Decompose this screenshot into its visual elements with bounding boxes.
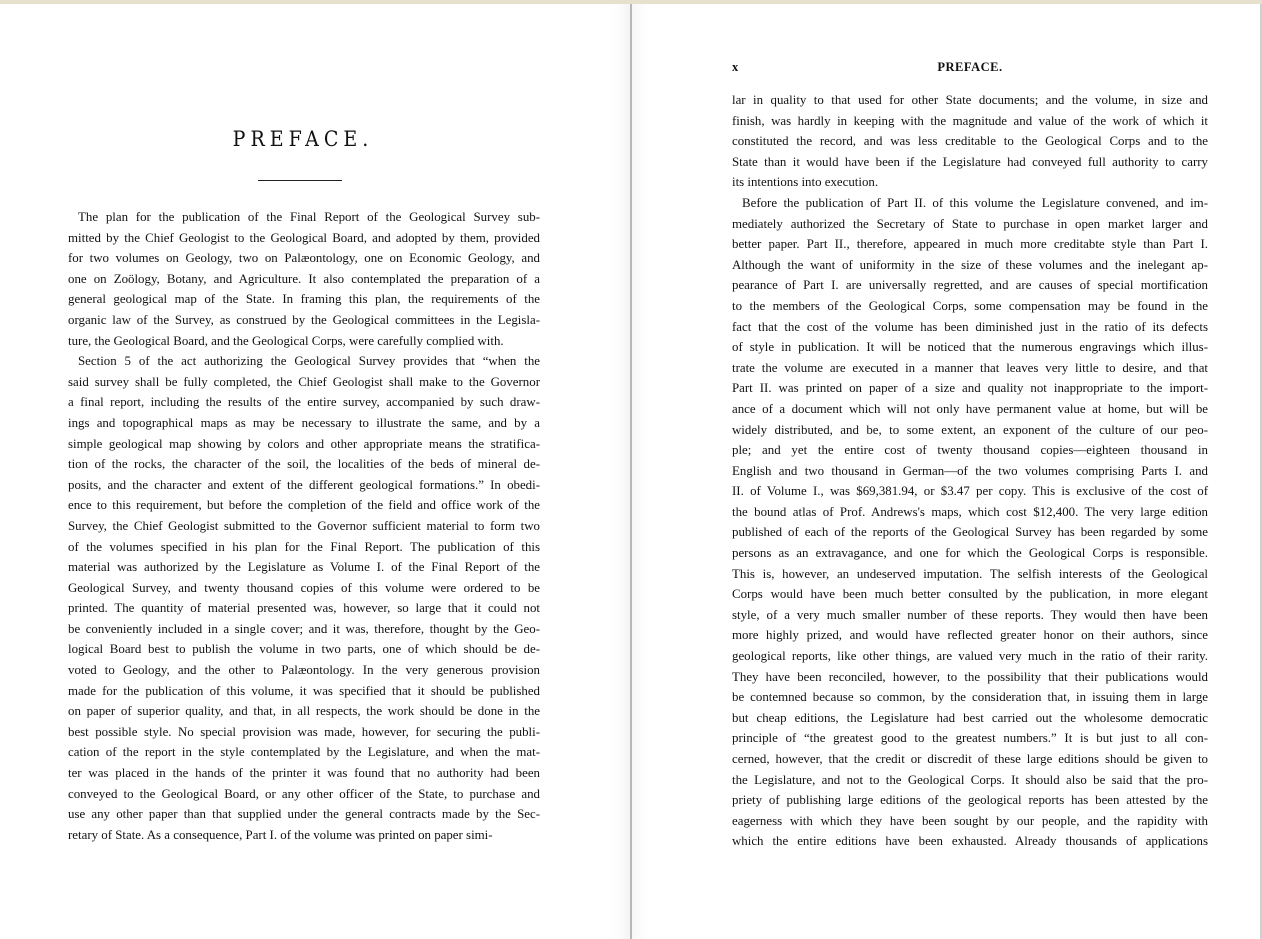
text-line: principle of “the greatest good to the greatest numbers.” It is but just to all con-	[732, 731, 1208, 746]
text-line: Section 5 of the act authorizing the Geological Survey provides that “when the	[78, 354, 540, 369]
text-line: pearance of Part I. are universally regretted, and are causes of special mortification	[732, 278, 1208, 293]
text-line: Corps would have been much better consulted by the publication, in more elegant	[732, 587, 1208, 602]
text-line: ings and topographical maps as may be necessary to illustrate the same, and by a	[68, 415, 540, 430]
text-line: Geological Survey, and twenty thousand copies of this volume were ordered to be	[68, 580, 540, 595]
text-line: priety of publishing large editions of the geological reports has been attested by the	[732, 793, 1208, 808]
title-rule	[258, 180, 342, 181]
text-line: This is, however, an undeserved imputation. The selfish interests of the Geological	[732, 566, 1208, 581]
text-line: simple geological map showing by colors and other appropriate means the stratifica-	[68, 436, 540, 451]
text-line: be conveniently included in a single cover; and it was, therefore, thought by the Geo-	[68, 621, 540, 636]
text-line: more highly prized, and would have reflected greater honor on their authors, since	[732, 628, 1208, 643]
text-line: Survey, the Chief Geologist submitted to the Governor sufficient material to form two	[68, 518, 540, 533]
text-line: cerned, however, that the credit or discredit of these large editions should be given to	[732, 752, 1208, 766]
text-line: ance of a document which will not only have permanent value at home, but will be	[732, 401, 1208, 416]
text-line: They have been reconciled, however, to the possibility that their publications would	[732, 669, 1208, 684]
text-line: ter was placed in the hands of the printer it was found that no authority had been	[68, 766, 540, 781]
text-line: of style in publication. It will be noticed that the numerous engravings which illus-	[732, 340, 1208, 355]
text-line: of the volumes specified in his plan for the Final Report. The publication of this	[68, 539, 540, 554]
text-line: The plan for the publication of the Final Report of the Geological Survey sub-	[78, 210, 540, 224]
text-line: said survey shall be fully completed, the Chief Geologist shall make to the Governor	[68, 374, 540, 389]
text-line: eagerness with which they have been sought by our people, and the rapidity with	[732, 813, 1208, 828]
text-line: be contemned because so common, by the consideration that, in issuing them in large	[732, 690, 1208, 705]
text-line: lar in quality to that used for other State documents; and the volume, in size and	[732, 93, 1208, 107]
running-head-title: PREFACE.	[937, 60, 1003, 74]
text-line: general geological map of the State. In framing this plan, the requirements of the	[68, 292, 540, 307]
text-line: but cheap editions, the Legislature had best carried out the wholesome democratic	[732, 710, 1208, 725]
text-line: persons as an extravagance, and one for which the Geological Corps is responsible.	[732, 546, 1208, 561]
text-line: geological reports, like other things, are valued very much in the ratio of their rarity.	[732, 649, 1208, 664]
text-line: fact that the cost of the volume has been diminished just in the ratio of its defects	[732, 319, 1208, 334]
page-number: x	[732, 60, 739, 74]
text-line: widely distributed, and be, to some extent, an exponent of the culture of our peo-	[732, 422, 1208, 437]
text-line: constituted the record, and was less creditable to the Geological Corps and to the	[732, 134, 1208, 149]
left-page-body	[68, 207, 540, 845]
text-line: the Legislature, and not to the Geological Corps. It should also be said that the pro-	[732, 772, 1208, 787]
page-title: PREFACE.	[232, 126, 374, 152]
text-line: mitted by the Chief Geologist to the Geological Board, and adopted by them, provided	[68, 230, 540, 245]
text-line: ture, the Geological Board, and the Geological Corps, were carefully complied with.	[68, 333, 504, 348]
text-line: voted to Geology, and the other to Palæontology. In the very generous provision	[68, 663, 540, 678]
text-line: retary of State. As a consequence, Part I. of the volume was printed on paper simi-	[68, 827, 493, 842]
text-line: its intentions into execution.	[732, 175, 879, 190]
text-line: one on Zoölogy, Botany, and Agriculture. It also contemplated the preparation of a	[68, 271, 540, 286]
text-line: tion of the rocks, the character of the soil, the localities of the beds of mineral de-	[68, 457, 540, 472]
text-line: State than it would have been if the Legislature had conveyed full authority to carry	[732, 154, 1208, 169]
text-line: for two volumes on Geology, two on Palæontology, one on Economic Geology, and	[68, 251, 540, 266]
text-line: Before the publication of Part II. of this volume the Legislature convened, and im-	[742, 195, 1208, 210]
text-line: logical Board best to publish the volume in two parts, one of which should be de-	[68, 642, 540, 657]
text-line: use any other paper than that supplied under the general contracts made by the Sec-	[68, 807, 540, 822]
text-line: ence to this requirement, but before the completion of the field and office work of the	[68, 498, 540, 513]
text-line: mediately authorized the Secretary of State to purchase in open market larger and	[732, 216, 1208, 231]
text-line: Although the want of uniformity in the size of these volumes and the inelegant ap-	[732, 257, 1208, 272]
text-line: which the entire editions have been exhausted. Already thousands of applications	[732, 834, 1208, 849]
text-line: on paper of superior quality, and that, in all respects, the work should be done in the	[68, 704, 540, 719]
left-page	[0, 4, 630, 939]
text-line: material was authorized by the Legislature as Volume I. of the Final Report of the	[68, 560, 540, 575]
text-line: published of each of the reports of the Geological Survey has been regarded by some	[732, 525, 1208, 540]
text-line: Part II. was printed on paper of a size and quality not inappropriate to the import-	[732, 381, 1208, 396]
text-line: printed. The quantity of material presented was, however, so large that it could not	[68, 601, 540, 616]
text-line: English and two thousand in German—of the two volumes comprising Parts I. and	[732, 463, 1208, 478]
text-line: organic law of the Survey, as construed by the Geological committees in the Legisla-	[68, 312, 540, 327]
text-line: better paper. Part II., therefore, appeared in much more creditabte style than Part I.	[732, 237, 1208, 252]
text-line: II. of Volume I., was $69,381.94, or $3.47 per copy. This is exclusive of the cost of	[732, 484, 1208, 499]
running-head	[732, 60, 1208, 76]
text-line: style, of a very much smaller number of these reports. They would then have been	[732, 607, 1208, 622]
text-line: a final report, including the results of the entire survey, accompanied by such draw-	[68, 395, 540, 410]
text-line: made for the publication of this volume, it was specified that it should be published	[68, 683, 540, 698]
book-spread	[0, 4, 1262, 939]
text-line: trate the volume are executed in a manner that leaves very little to desire, and that	[732, 360, 1208, 375]
text-line: finish, was hardly in keeping with the magnitude and value of the work of which it	[732, 113, 1208, 128]
text-line: posits, and the character and extent of the different geological formations.” In obedi-	[68, 477, 540, 492]
text-line: to the members of the Geological Corps, some compensation may be found in the	[732, 298, 1208, 313]
text-line: conveyed to the Geological Board, or any other officer of the State, to purchase and	[68, 786, 540, 801]
right-page-body	[732, 90, 1208, 852]
text-line: cation of the report in the style contemplated by the Legislature, and when the mat-	[68, 745, 540, 760]
text-line: best possible style. No special provision was made, however, for securing the publi-	[68, 724, 540, 739]
text-line: ple; and yet the entire cost of twenty thousand copies—eighteen thousand in	[732, 443, 1208, 458]
text-line: the bound atlas of Prof. Andrews's maps, which cost $12,400. The very large edition	[732, 504, 1208, 519]
